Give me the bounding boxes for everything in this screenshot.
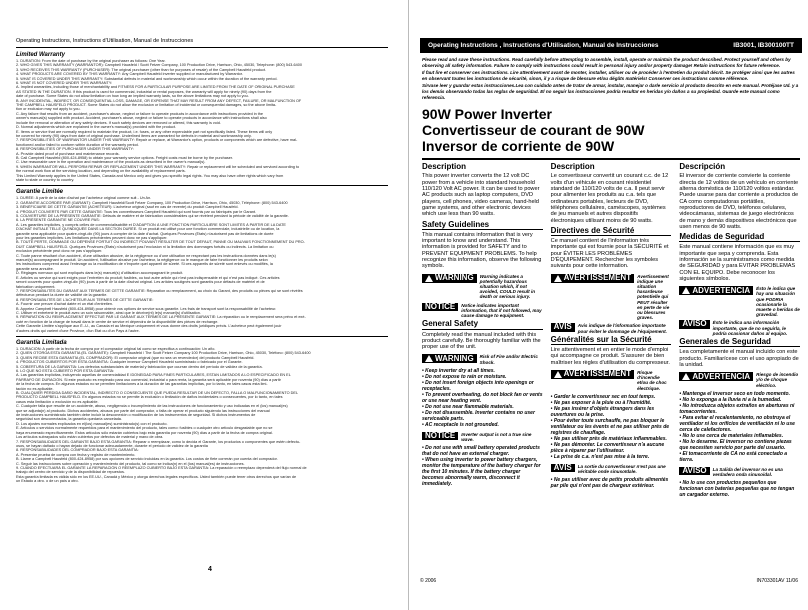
risk-label-box: ADVERTENCIA [679, 372, 753, 381]
warranty-line: B. ANY INCIDENTAL, INDIRECT, OR CONSEQUENTIAL LOSS, DAMAGE, OR EXPENSE THAT MAY RESULT FROM ANY DEFECT, FAILURE, OR MALFUNCTION OF [16, 98, 302, 103]
warranty-line: un Estado a otro. o de un país a otro. [16, 479, 79, 484]
warranty-en-body [16, 59, 388, 182]
warranty-line: que se adjunta(n) al producto. Dichos accidentes, abusos por parte del comprador, o falta de operar el producto siguiendo las instrucciones del manual [16, 408, 270, 413]
warranty-line: 5. WHAT IS COVERED UNDER THIS WARRANTY: Substantial defects in material and workmanship which occur within the duration of the warranty period. [16, 76, 278, 81]
warning-text: Ésto le indica que hay una situación que PODRIA ocasionarle la muerte o heridas de gravedad. [756, 286, 800, 318]
warranty-french [16, 189, 388, 333]
warranty-line: Cette Garantie Limitée s'applique aux É.-U., au Canada et au Mexique uniquement et vous donne des droits juridiques précis. L'acheteur peut également jouir [16, 324, 282, 329]
bullet-item: • Do not use near flammable materials. [422, 404, 543, 410]
bullet-item: • Ne pas utiliser avec de petits produits alimentés par pile qui n'ont pas de chargeur extérieur. [551, 477, 672, 489]
warranty-line: A. Implied warranties, including those of merchantability and FITNESS FOR A PARTICULAR PURPOSE ARE LIMITED FROM THE DATE OF ORIGINAL PURCHASE [16, 85, 295, 90]
desc-heading: Description [550, 162, 595, 172]
warranty-line: the normal work flow at the servicing location, and depending on the availability of replacement parts. [16, 169, 186, 174]
warranty-line: E. Articles ou service qui sont exigés pour l'entretien du produit; fusibles, ou tout autre article qui n'est pas indispensable et qui n'est pas indiqué. Ces articles [16, 275, 280, 280]
warranty-fr-title: Garantie Limitée [16, 189, 64, 196]
risk-text: Riesgo de incendio y/o de choque eléctrico. [756, 372, 799, 388]
notice2-label-box: AVISO [679, 467, 709, 475]
warranty-line: les instructions comprend aussi l'enlevage ou la modification de n'importe quel appareil de sûreté. Si ces appareils de sûreté sont enlevés ou modifiés, la [16, 262, 273, 267]
warranty-line: 3. QUIEN RECIBE ESTA GARANTÍA (EL COMPRADOR): El comprador original (que no sea un revendedor) del producto Campbell Hausfeld. [16, 355, 255, 360]
warranty-line: C. Cualquier falla que resulte de un accidente, abuso, negligencia o incumplimiento de las instrucciones de funcionamiento y uso indicadas en el (los) manual(es) [16, 404, 288, 409]
warranty-line: tación no es aplicable. [16, 386, 54, 391]
bullet-item: • Do not use with small battery operated products that do not have an external charger. [422, 445, 543, 457]
risk-symbol [422, 354, 543, 364]
warranty-line: fabrication uniquement. [16, 284, 56, 289]
warranty-line: 6. WHAT IS NOT COVERED UNDER THIS WARRANTY: [16, 81, 113, 86]
column-english [422, 164, 543, 502]
notice-text: Avis indique de l'information importante pour éviter le dommage de l'équipement. [577, 323, 667, 334]
warranty-es-title: Garantía Limitada [16, 339, 67, 346]
safety-heading: Directives de Sécurité [551, 228, 672, 236]
bullet-item: • No lo exponga a la lluvia ni a la humedad. [679, 397, 800, 403]
warranty-line: C. Any failure that results from an accident, purchaser's abuse, neglect or failure to operate products in accordance with instructions provided in the [16, 111, 264, 116]
notice-label-box: AVIS [551, 323, 575, 331]
copyright: © 2006 [420, 578, 437, 584]
title-rule [422, 158, 800, 160]
risk-symbol [679, 372, 800, 388]
section-divider [16, 185, 388, 186]
warranty-line: D. Normal adjustments which are explained in the owner's manual(s) provided with the product. [16, 125, 177, 130]
warranty-line: include the removal or alteration of any safety devices. If such safety devices are removed or altered, this warranty is void. [16, 120, 221, 125]
warning-triangle-icon [554, 275, 562, 282]
warranty-line: B. Llame a Campbell Hausfeld (800-424-8958) por sus opciones de servicio incluidas en la garantía. Los costos de flete correrán por cuenta del comprador. [16, 457, 278, 462]
risk-text: Risque d'incendie et/ou de choc électrique. [637, 370, 667, 391]
title-es: Inversor de corriente de 90W [422, 138, 615, 155]
warranty-english [16, 52, 388, 182]
column-french [551, 164, 672, 502]
bullet-item: • No introduzca objetos extraños en aberturas ni tomacorrientes. [679, 403, 800, 415]
content-columns [422, 164, 800, 502]
warranty-line: 8. RESPONSABILITÉS DE L'ACHETEUR AUX TERMES DE CETTE GARANTIE: [16, 297, 154, 302]
bullet-item: • Do not expose to rain or moisture. [422, 374, 543, 380]
warranty-line: 9. CUANDO EFECTUARÁ EL GARANTE LA REPARACIÓN O REEMPLAZO CUBIERTO BAJO ESTA GARANTÍA: La reparación o reemplazo dependerá del flujo normal de [16, 465, 307, 470]
warranty-line: 8. RESPONSABILIDADES DEL COMPRADOR BAJO ESTA GARANTÍA: [16, 448, 139, 453]
warranty-line: C. Utiliser et entretenir le produit avec un soin raisonnable, ainsi que le décrive(nt) le(s) manuel(s) d'utilisation. [16, 310, 201, 315]
warranty-line: 1. DURACIÓN: A partir de la fecha de compra por el comprador original tal como se especifica a continuación: Un año. [16, 346, 216, 351]
warranty-line: 8. RESPONSIBILITIES OF PURCHASER UNDER THIS WARRANTY: [16, 147, 134, 152]
warranty-line: 3. WHO RECEIVES THIS WARRANTY (PURCHASER): The original purchaser (other than for purposes of resale) of the Campbell Hausfeld product. [16, 67, 267, 72]
warranty-line: A. Presentar prueba de compra con fecha y registro de mantenimiento. [16, 452, 136, 457]
warranty-line: d'autres droits qui varient d'une Province, d'un État ou d'un Pays à l'autre. [16, 328, 140, 333]
bullet-item: • Ne pas exposer à la pluie ou à l'humidité. [551, 400, 672, 406]
notice2-symbol [422, 432, 543, 442]
warranty-line: exclusion précédente peut donc ne pas s'appliquer. [16, 249, 103, 254]
warranty-line: functioned and/or failed to conform within duration of the warranty period. [16, 142, 139, 147]
general-heading: General Safety [422, 321, 543, 329]
warning-label-box: ADVERTENCIA [679, 286, 753, 295]
warning-triangle-icon [682, 287, 690, 294]
general-text: Completely read the manual included with this product carefully. Be thoroughly familiar with the proper use of the unit. [422, 331, 541, 351]
warranty-line: 1. DURATION: From the date of purchase by the original purchaser as follows: One Year. [16, 59, 166, 63]
notice-symbol [679, 320, 800, 336]
intro-fr: Il faut lire et conserver ces instructions. Lire attentivement avant de monter, installer, utiliser ou de procéder à l'entretien du produit décrit. Se protéger ainsi que les autres en observant toutes les instructions de sécurité, sinon, il y a risque de blessure et/ou dégâts matériels! Conserver ces instructions comme référence. [422, 70, 795, 81]
warranty-fr-body [16, 196, 388, 333]
warranty-line: seront couverts pour quatre-vingt-dix (90) jours à partir de la date d'achat original. Les articles soulignés sont garantis pour défauts de matériel et de [16, 280, 265, 285]
notice2-text: Inverter output is not a true sine wave. [461, 431, 532, 443]
notice-bullets [422, 445, 543, 487]
warranty-line: 9. RÉPARATION OU REMPLACEMENT EFFECTUÉ PAR LE GARANT AUX TERMES DE LA PRÉSENTE GARANTIE: La réparation ou le remplacement sera prévu et exé- [16, 315, 306, 320]
header-rule [16, 47, 388, 48]
warranty-line: 4. WHAT PRODUCTS ARE COVERED BY THIS WARRANTY: Any Campbell Hausfeld inverter supplied or manufactured by Warrantor. [16, 72, 243, 77]
warranty-spanish [16, 340, 388, 484]
risk-label-box: AVERTISSEMENT [551, 370, 634, 379]
desc-heading: Descripción [679, 162, 726, 172]
warranty-line: seguridad son desconectados, la garantía quedaría cancelada. [16, 417, 122, 422]
general-text: Lea completamente el manual incluido con este producto. Familiarícese con el uso apropiado de la unidad. [679, 349, 799, 368]
warranty-line: C. Toute panne résultant d'un accident, d'une utilisation abusive, de la négligence ou d'une utilisation ne respectant pas les instructions données dans le(s) [16, 253, 276, 258]
bullet-item: • Pour éviter toute surchauffe, ne pas bloquer le ventilateur ou les évents et ne pas utiliser près de registres de chauffage. [551, 418, 672, 436]
warning-symbol [679, 286, 800, 317]
warranty-line: PRODUCTO CAMPBELL HAUSFELD. En algunos estados no se permite la exclusión o limitación de daños incidentales o consecuentes, por lo tanto, en tales [16, 395, 283, 400]
bullet-item: • To prevent overheating, do not block fan or vents or use near heating vent. [422, 392, 543, 404]
bullet-item: • No lo desarme. El inversor no contiene piezas que necesiten servicio por parte del usuario. [679, 439, 800, 451]
bullet-item: • Mantenga el inversor seco en todo momento. [679, 391, 800, 397]
warranty-line: de instrucciones suministrado también debe incluir la desconexión o modificación de los instrumentos de seguridad. Si dichos instrumentos de [16, 413, 256, 418]
safety-bullets [679, 391, 800, 463]
warning-symbol [551, 274, 672, 321]
warning-triangle-icon [554, 371, 562, 378]
warning-label-box: WARNING [422, 274, 477, 283]
warranty-line: 7. RESPONSABILITÉS DU GARANT AUX TERMES DE CETTE GARANTIE: Réparation ou remplacement, au choix du Garant, des produits ou pièces qui se sont révélés [16, 288, 303, 293]
warranty-line: haya enumerado específicamente. Estos artículos sólo estarán cubiertos bajo esta garantía por noventa (90) días a partir de la fecha de compra original. [16, 430, 273, 435]
warranty-line: THE CAMPBELL HAUSFELD PRODUCT. Some States do not allow the exclusion or limitation of incidental or consequential damages, so the above limita- [16, 103, 277, 108]
warranty-line: B. Appelez Campbell Hausfeld (800-424-8958) pour obtenir vos options de service sous garantie. Les frais de transport sont la responsabilité de l'acheteur. [16, 306, 277, 311]
bullet-item: • Ne pas insérer d'objets étrangers dans les ouvertures ou la prise. [551, 406, 672, 418]
bullet-item: • When using inverter to power battery chargers, monitor the temperature of the battery charger for the first 10 minutes. If the battery charger becomes abnormally warm, disconnect it immediately. [422, 457, 543, 487]
notice2-text: La Salida del inversor no es una verdadera onda sinusoidal. [712, 466, 783, 478]
intro-notice [422, 57, 800, 100]
warranty-line: C. Use reasonable care in the operation and maintenance of the products as described in the owner's manual(s). [16, 160, 206, 165]
notice-symbol [422, 303, 543, 319]
risk-symbol [551, 370, 672, 391]
column-spanish [679, 164, 800, 502]
warranty-line: D'ACHAT INITIALE TELLE QU'INDIQUÉE DANS LA SECTION DURÉE. Si ce produit est utilisé pour une fonction commerciale, industrielle ou de location, la [16, 227, 280, 232]
warranty-line: 7. RESPONSIBILITIES OF WARRANTOR UNDER THIS WARRANTY: Repair or replace, at Warrantor's option, products or components which are defective, have mal- [16, 138, 298, 143]
general-heading: Généralités sur la Sécurité [551, 337, 672, 345]
warranty-line: manuel(s) accompagnant le produit. Un accident, l'utilisation abusive par l'acheteur, la négligence ou le manque de faire fonctionner les produits selon [16, 258, 268, 263]
left-page-header: Operating Instructions, Instructions d'Utilisation, Manual de Instrucciones [16, 38, 194, 44]
desc-text: Le convertisseur convertit un courant c.c. de 12 volts d'un véhicule en courant résidentiel standard de 110/120 volts de c.a. Il peut servir pour alimenter les produits au c.a. tels que ordinateurs portables, lecteurs de DVD, téléphones cellulaires, caméscopes, systèmes de jeu manuels et autres dispositifs électroniques utilisant moins de 90 watts. [550, 173, 669, 224]
bullet-item: • La prise de c.a. n'est pas mise à la terre. [551, 454, 672, 460]
safety-bullets [551, 394, 672, 460]
title-fr: Convertisseur de courant de 90W [422, 122, 645, 139]
warranty-line: AS STATED IN THE DURATION. If this product is used for commercial, industrial or rental purposes, the warranty will apply for ninety (90) days from the [16, 89, 272, 94]
warranty-line: 2. QUIEN OTORGA ESTA GARANTÍA (EL GARANTE): Campbell Hausfeld / The Scott Fetzer Company 100 Production Drive, Harrison, Ohio, 45030, Teléfono: (800) 543-6400 [16, 351, 311, 356]
bullet-item: • No lo use con productos pequeños que funcionan con baterías pequeñas que no tengan un cargador externo. [679, 480, 800, 498]
warranty-line: 6. LA PRÉSENTE GARANTIE NE COUVRE PAS: [16, 218, 100, 223]
title-en: 90W Power Inverter [422, 106, 552, 123]
notice-label-box: AVISO [679, 320, 709, 328]
notice2-symbol [679, 467, 800, 477]
warranty-line: 2. GARANTIE ACCORDÉE PAR (GARANT): Campbell Hausfeld/Scott Fetzer Company, 100 Production Drive, Harrison, Ohio, 45030, Téléphone: (800) 543-6400 [16, 200, 288, 205]
warranty-line: 5. COBERTURA DE LA GARANTÍA: Los defectos substanciales de material y fabricación que ocurran dentro del período de validez de la garantía. [16, 364, 263, 369]
warranty-line: B. TOUTE PERTE, DOMMAGE OU DÉPENSE FORTUIT OU INDIRECT POUVANT RÉSULTER DE TOUT DÉFAUT, PANNE OU MAUVAIS FONCTIONNEMENT DU PRO- [16, 240, 305, 245]
warranty-line: tion or exclusion may not apply to you. [16, 107, 81, 112]
warning-triangle-icon [425, 355, 433, 362]
safety-text: Ce manuel contient de l'information très importante qui est fournie pour la SÉCURITÉ et pour ÉVITER LES PROBLÈMES D'ÉQUIPEMENT. Rechercher les symboles suivants pour cette information. [550, 238, 669, 270]
notice-text: Ésto le indica una información importante, que de no seguirla, le podría ocasionar daños al equipo. [712, 320, 788, 336]
safety-text: This manual contains information that is very important to know and understand. This information is provided for SAFETY and to PREVENT EQUIPMENT PROBLEMS. To help recognize this information, observe the following symbols. [422, 231, 542, 270]
warranty-line: 5. COUVERTURE DE LA PRÉSENTE GARANTIE: Défauts de matière et de fabrication considérables qui se révèlent pendant la période de validité de la garantie. [16, 214, 289, 218]
risk-text: Risk of Fire and/or Electric Shock. [479, 354, 538, 365]
desc-text: This power inverter converts the 12 volt DC power from a vehicle into standard household 110/120 Volt AC power. It can be used to power AC products such as laptop computers, DVD players, cell phones, video cameras, hand-held game systems, and other electronic devices which use less than 90 watts. [422, 173, 540, 218]
risk-label-box: WARNING [422, 354, 477, 363]
warranty-line: D. Los ajustes normales explicados en el(los) manual(es) suministrado(s) con el producto. [16, 421, 168, 426]
warranty-line: 2. WHO GIVES THIS WARRANTY (WARRANTOR): Campbell Hausfeld / Scott Fetzer Company, 100 Production Drive, Harrison, Ohio, 45030, Telephone: (800) 543-6400 [16, 63, 302, 68]
notice2-label-box: AVIS [551, 464, 575, 472]
notice-symbol [551, 323, 672, 333]
page-gutter [408, 0, 409, 610]
right-page-header-bar [420, 38, 802, 53]
warranty-line: owner's manual(s) supplied with product. Accident, purchaser's abuse, neglect or failure to operate products in accordance with instructions shall also [16, 116, 267, 121]
warranty-line: Esta garantía limitada es válida sólo en los EE.UU., Canadá y México y otorga derechos legales específicos. Usted también puede tener otros derechos que varían de [16, 474, 297, 479]
warranty-line: 1. DURÉE: À partir de la date d'achat par l'acheteur original comme suit - Un An. [16, 196, 152, 201]
warranty-line: E. Artículos o servicios normalmente requeridos para el mantenimiento del producto, tales como: fusibles o cualquier otro artículo desgastable que no se [16, 426, 273, 431]
warranty-line: This Limited Warranty applies in the United States, Canada and Mexico only and gives you specific legal rights. You may also have other rights which vary from [16, 173, 284, 178]
safety-heading: Safety Guidelines [422, 222, 543, 230]
warranty-line: pour les garanties implicites. Les limitations précédentes peuvent donc ne pas s'appliquer. [16, 236, 168, 241]
bullet-item: • Do not disassemble. Inverter contains no user serviceable parts. [422, 410, 543, 422]
warranty-line: date of purchase. Some States do not allow limitation on how long an implied warranty lasts, so the above limitations may not apply to you. [16, 94, 249, 99]
warranty-line: cuté en fonction de la charge de travail dans le centre de service et dépendra de la disponibilité des pièces de rechange. [16, 319, 219, 324]
warranty-line: casos esta limitación o exclusión no es aplicable. [16, 399, 99, 404]
general-heading: Generales de Seguridad [679, 339, 800, 347]
desc-heading: Description [422, 162, 467, 172]
intro-es: Sírvase leer y guardar estas instrucciones.Lea con cuidado antes de tratar de armar, instalar, manejar o darle servicio al producto descrito en este manual. Protéjase Ud. y a los demás observando todas las reglas de seguridad. El no seguir las instrucciones podría resultar en heridas y/o daños a su propiedad. Guarde este manual como referencia. [422, 83, 799, 100]
header-title: Operating Instructions , Instructions d'Utilisation, Manual de Instrucciones [428, 42, 659, 49]
warning-triangle-icon [682, 373, 690, 380]
warning-triangle-icon [425, 275, 433, 282]
warranty-line: DUIT CAMPBELL HAUSFELD. Quelques Provinces (États) n'autorisent pas l'exclusion ni la limitation des dommages fortuits ou indirects. La limitation ou [16, 244, 274, 249]
warranty-line: C. Seguir las instrucciones sobre operación y mantenimiento del producto, tal como se indica(n) en el (los) manual(es) de instrucciones. [16, 461, 245, 466]
warranty-en-title: Limited Warranty [16, 52, 65, 58]
warranty-line: 4. PRODUCTOS CUBIERTOS POR ESTA GARANTÍA: Cualquier inversor Campbell Hausfeld suministrado o fabricado por el Garante. [16, 360, 243, 365]
warranty-line: garantie sera annulée. [16, 266, 54, 271]
warranty-line: B. CUALQUIER PÉRDIDA DAÑO INCIDENTAL, INDIRECTO O CONSECUENTE QUE PUEDA RESULTAR DE UN DEFECTO, FALLA O MALFUNCIONAMIENTO DEL [16, 391, 299, 396]
warning-symbol [422, 274, 543, 300]
warning-label-box: AVERTISSEMENT [551, 274, 634, 283]
notice2-label-box: NOTICE [422, 432, 458, 440]
bullet-item: • Keep inverter dry at all times. [422, 368, 543, 374]
document-code: IN703301AV 11/06 [756, 578, 798, 584]
warranty-line: Los artículos subrayados sólo están cubiertos por defectos de material y mano de obra. [16, 435, 164, 440]
warranty-line: 6. LO QUE NO ESTÁ CUBIERTO POR ESTA GARANTÍA: [16, 369, 115, 373]
notice2-symbol [551, 464, 672, 474]
notice-bullets [551, 477, 672, 489]
desc-text: El inversor de corriente convierte la corriente directa de 12 voltios de un vehículo en corriente alterna doméstica de 110/120 voltios estándar. Puede usarse para dar corriente a productos de CA como computadoras portátiles, reproductores de DVD, teléfonos celulares, videocámaras, sistemas de juego electrónicos de mano y demás dispositivos electrónicos que usen menos de 90 watts. [679, 173, 799, 230]
safety-heading: Medidas de Seguridad [679, 234, 800, 242]
safety-bullets [422, 368, 543, 428]
warranty-line: garantie sera applicable pour quatre-vingt-dix (90) jours à compter de la date d'achat. Quelques Provinces (États) n'autorisent pas de limitations de durée [16, 231, 274, 236]
bullet-item: • Do not insert foreign objects into openings or receptacles. [422, 380, 543, 392]
section-divider [16, 336, 388, 337]
warning-text: Avertissement indique une situation hasardeuse potentielle qui PEUT résulter en perte de vie ou blessures graves. [637, 273, 670, 321]
notice-bullets [679, 480, 800, 498]
header-model: IB3001, IB300100TT [733, 42, 794, 49]
warranty-line: PÁRRAFO DE DURACIÓN. Si este producto es empleado para uso comercial, industrial o para renta, la garantía será aplicable por noventa (90) días a partir [16, 377, 281, 382]
warranty-line: de la fecha de compra. En algunos estados no se permiten limitaciones a la duración de las garantías implícitas, por lo tanto, en tales casos esta limi- [16, 382, 268, 387]
general-text: Lire attentivement et en entier le mode d'emploi qui accompagne ce produit. S'assurer de bien maîtriser les règles d'utilisation du compresseur. [550, 347, 670, 366]
notice-text: Notice indicates important information, that if not followed, may cause damage to equipment. [461, 302, 542, 319]
page-footer [420, 578, 798, 584]
intro-en: Please read and save these instructions. Read carefully before attempting to assemble, install, operate or maintain the product described. Protect yourself and others by observing all safety information. Failure to comply with instructions could result in personal injury and/or property damage! Retain instructions for future reference. [422, 57, 791, 68]
bullet-item: • Garder le convertisseur sec en tout temps. [551, 394, 672, 400]
safety-text: Este manual contiene información que es muy importante que sepa y comprenda. Esta información se la suministramos como medida de SEGURIDAD y para EVITAR PROBLEMAS CON EL EQUIPO. Debe reconocer los siguientes símbolos. [679, 244, 796, 282]
warranty-line: 3. BÉNÉFICIAIRE DE CETTE GARANTIE (ACHETEUR): L'acheteur original (sauf en cas de revente) du produit Campbell Hausfeld. [16, 205, 239, 210]
warranty-line: trabajo del centro de servicio y de la disponibilidad de repuestos. [16, 470, 125, 475]
bullet-item: • AC receptacle is not grounded. [422, 422, 543, 428]
bullet-item: • Para evitar el recalentamiento, no obstruya el ventilador ni los orificios de ventilación ni lo use cerca de calefactores. [679, 415, 800, 433]
right-page [414, 0, 808, 610]
warranty-line: state to state or country to country. [16, 177, 75, 182]
warranty-line: E. Items or service that are normally required to maintain the product, i.e. fuses, or any other expendable part not specifically listed. These items will only [16, 129, 273, 134]
product-titles [422, 106, 800, 154]
warranty-line: osos, se hayan dañado o hayan dejado de funcionar adecuadamente, durante el período de validez de la garantía [16, 443, 208, 448]
warranty-line: 9. WHEN WARRANTOR WILL PERFORM REPAIR OR REPLACEMENT UNDER THIS WARRANTY: Repair or replacement will be scheduled and serviced according to [16, 164, 300, 169]
notice-label-box: NOTICE [422, 303, 458, 311]
bullet-item: • El tomacorriente de CA no está conectado a tierra. [679, 451, 800, 463]
warranty-line: be covered for ninety (90) days from date of original purchase. Underlined items are warranted for defects in material and workmanship only. [16, 133, 252, 138]
warranty-line: 7. RESPONSABILIDADES DEL GARANTE BAJO ESTA GARANTÍA: Reparar o reemplazar, como lo decida el Garante, los productos o componentes que estén defectu- [16, 439, 301, 444]
bullet-item: • No lo use cerca de materiales inflamables. [679, 433, 800, 439]
warranty-line: défectueux pendant la durée de validité de la garantie. [16, 293, 108, 298]
warranty-line: A. Las garantías implícitas, incluyendo aquellas de comercialidad E IDONEIDAD PARA FINES PARTICULARES, ESTAN LIMITADOS A LO ESPECIFICADO EN EL [16, 373, 291, 378]
warning-text: Warning indicates a potentially hazardous situation which, if not avoided, COULD result in death or serious injury. [479, 273, 536, 300]
warranty-line: D. Réglages normaux qui sont expliqués dans le(s) manuel(s) d'utilisation accompagnant le produit. [16, 271, 184, 276]
warranty-line: A. Les garanties implicites, y compris celles de commercialisabilité et D'ADAPTION À UNE FONCTION PARTICULIÈRE SONT LIMITÉS À PARTIR DE LA DATE [16, 222, 286, 227]
warranty-line: A. Provide dated proof of purchase and maintenance records. [16, 151, 120, 156]
warranty-line: A. Fournir une preuve d'achat datée et un état d'entretien. [16, 302, 114, 307]
bullet-item: • Ne pas démonter. Le convertisseur n'a aucune pièce à réparer par l'utilisateur. [551, 442, 672, 454]
notice2-text: La sortie du convertisseur n'est pas une véritable onde sinusoïdale. [577, 463, 666, 475]
warranty-line: B. Call Campbell Hausfeld (800-424-8958) to obtain your warranty service options. Freight costs must be borne by the purchaser. [16, 155, 233, 160]
page-number: 4 [208, 566, 212, 573]
warranty-line: 4. PRODUIT COUVERTS PAR CETTE GARANTIE: Tous les convertisseurs Campbell Hausfeld qui sont fournis par ou fabriqués par le Garant. [16, 209, 257, 214]
bullet-item: • Ne pas utiliser près de matériaux inflammables. [551, 436, 672, 442]
warranty-es-body [16, 347, 388, 484]
